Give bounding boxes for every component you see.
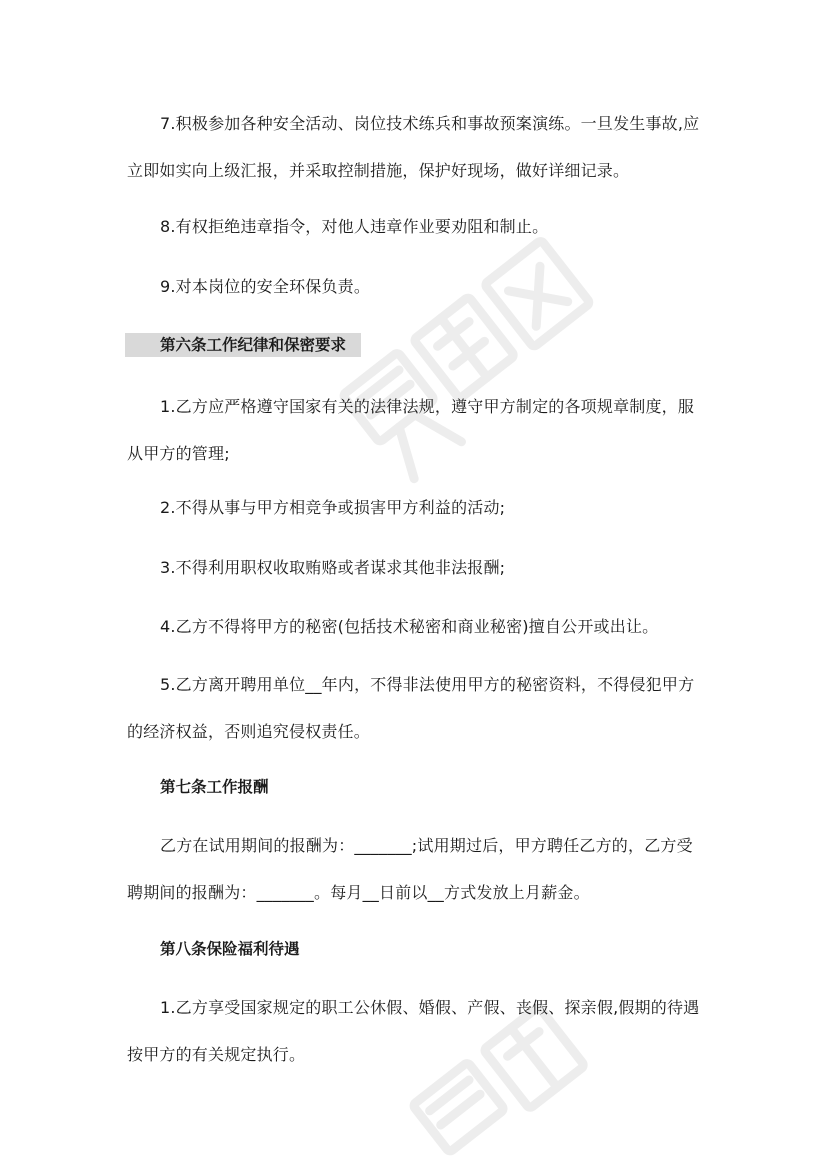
- article-6-item-2: 2.不得从事与甲方相竞争或损害甲方利益的活动;: [160, 498, 506, 517]
- article-7-heading: 第七条工作报酬: [160, 778, 269, 796]
- article-6-heading: 第六条工作纪律和保密要求: [125, 333, 361, 357]
- article-6-item-4: 4.乙方不得将甲方的秘密(包括技术秘密和商业秘密)擅自公开或出让。: [160, 617, 659, 636]
- article-8-item-1: 1.乙方享受国家规定的职工公休假、婚假、产假、丧假、探亲假,假期的待遇按甲方的有关规定执行。: [127, 998, 700, 1064]
- article-6-item-5: 5.乙方离开聘用单位__年内，不得非法使用甲方的秘密资料，不得侵犯甲方的经济权益，否则追究侵权责任。: [127, 675, 695, 741]
- paragraph-7: 7.积极参加各种安全活动、岗位技术练兵和事故预案演练。一旦发生事故,应立即如实向上级汇报，并采取控制措施，保护好现场，做好详细记录。: [127, 114, 700, 180]
- article-7-text: 乙方在试用期间的报酬为：_______;试用期过后，甲方聘任乙方的，乙方受聘期间的报酬为：_______。每月__日前以__方式发放上月薪金。: [127, 836, 693, 902]
- paragraph-9: 9.对本岗位的安全环保负责。: [160, 277, 371, 296]
- paragraph-8: 8.有权拒绝违章指令，对他人违章作业要劝阻和制止。: [160, 217, 549, 236]
- article-8-heading: 第八条保险福利待遇: [160, 940, 300, 958]
- article-6-item-3: 3.不得利用职权收取贿赂或者谋求其他非法报酬;: [160, 558, 506, 577]
- article-6-item-1: 1.乙方应严格遵守国家有关的法律法规，遵守甲方制定的各项规章制度，服从甲方的管理;: [127, 397, 695, 463]
